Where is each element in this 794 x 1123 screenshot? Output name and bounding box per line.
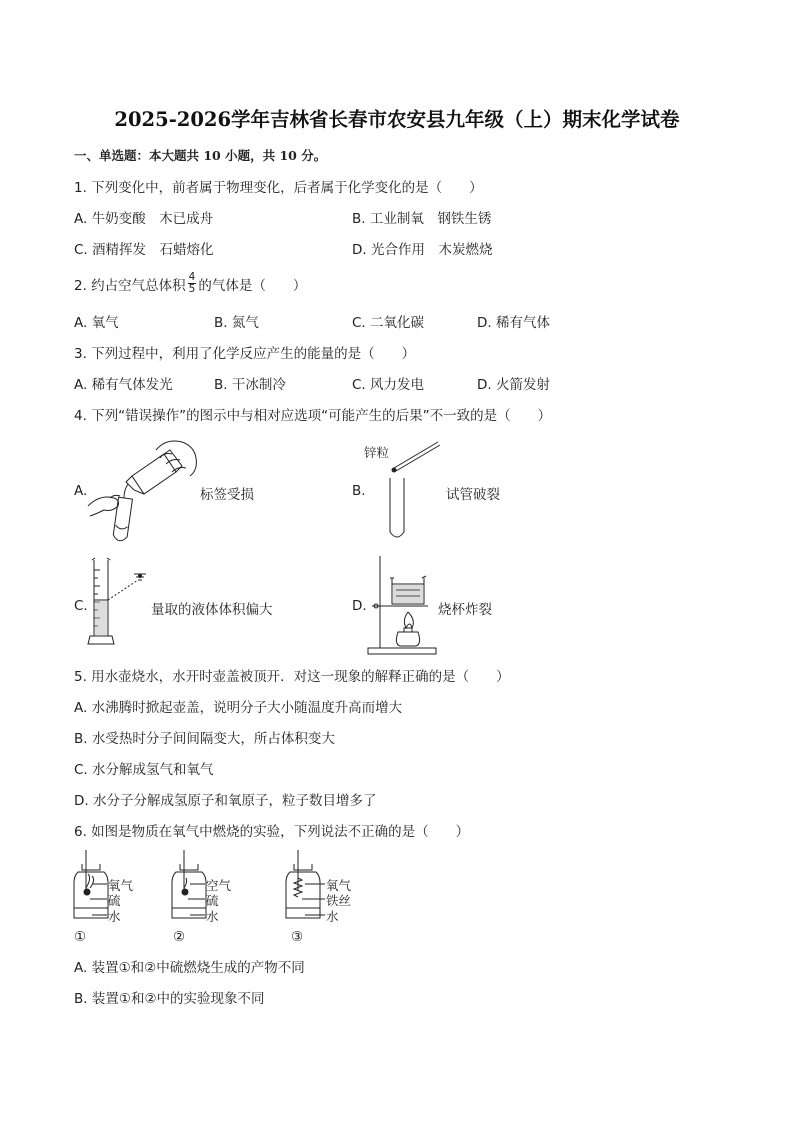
question-3-option-a[interactable]: A. 稀有气体发光 xyxy=(74,377,173,393)
apparatus-2-number: ② xyxy=(173,929,186,945)
question-3-stem: 3. 下列过程中，利用了化学反应产生的能量的是（ ） xyxy=(74,346,416,362)
question-5-option-c[interactable]: C. 水分解成氢气和氧气 xyxy=(74,762,214,778)
question-6-stem: 6. 如图是物质在氧气中燃烧的实验，下列说法不正确的是（ ） xyxy=(74,824,470,840)
question-4-option-d-text: 烧杯炸裂 xyxy=(438,602,492,618)
apparatus-3-label-iron-wire: 铁丝 xyxy=(326,893,352,908)
question-2-option-a[interactable]: A. 氧气 xyxy=(74,315,119,331)
question-4-option-a-letter[interactable]: A. xyxy=(74,483,88,499)
section-heading: 一、单选题：本大题共 10 小题，共 10 分。 xyxy=(74,148,327,163)
question-1-option-b[interactable]: B. 工业制氧 钢铁生锈 xyxy=(352,211,492,227)
question-4-option-c-text: 量取的液体体积偏大 xyxy=(151,602,273,618)
question-4-option-d-letter[interactable]: D. xyxy=(352,598,367,614)
question-2-stem-start: 2. 约占空气总体积 xyxy=(74,277,186,294)
question-1-option-a[interactable]: A. 牛奶变酸 木已成舟 xyxy=(74,211,214,227)
question-1-option-d[interactable]: D. 光合作用 木炭燃烧 xyxy=(352,242,493,258)
apparatus-2-label-air: 空气 xyxy=(206,878,232,893)
apparatus-1-label-sulfur: 硫 xyxy=(108,893,121,908)
question-2-option-d[interactable]: D. 稀有气体 xyxy=(477,315,550,331)
question-2-option-c[interactable]: C. 二氧化碳 xyxy=(352,315,425,331)
apparatus-2-label-water: 水 xyxy=(206,909,219,924)
question-4-option-b-text: 试管破裂 xyxy=(446,487,500,503)
apparatus-2-label-sulfur: 硫 xyxy=(206,893,219,908)
apparatus-3-label-water: 水 xyxy=(326,909,339,924)
question-6-option-b[interactable]: B. 装置①和②中的实验现象不同 xyxy=(74,991,265,1007)
question-6-option-a[interactable]: A. 装置①和②中硫燃烧生成的产物不同 xyxy=(74,960,305,976)
question-5-option-a[interactable]: A. 水沸腾时掀起壶盖，说明分子大小随温度升高而增大 xyxy=(74,700,403,716)
question-4-stem: 4. 下列“错误操作”的图示中与相对应选项“可能产生的后果”不一致的是（ ） xyxy=(74,408,552,424)
fraction-numerator: 4 xyxy=(188,271,196,283)
question-4-option-c-letter[interactable]: C. xyxy=(74,598,88,614)
apparatus-1-number: ① xyxy=(74,929,87,945)
question-5-stem: 5. 用水壶烧水，水开时壶盖被顶开．对这一现象的解释正确的是（ ） xyxy=(74,669,510,685)
question-1-stem: 1. 下列变化中，前者属于物理变化，后者属于化学变化的是（ ） xyxy=(74,180,483,196)
apparatus-1-label-water: 水 xyxy=(108,909,121,924)
fraction-denominator: 5 xyxy=(188,283,196,295)
question-3-option-c[interactable]: C. 风力发电 xyxy=(352,377,425,393)
question-5-option-d[interactable]: D. 水分子分解成氢原子和氧原子，粒子数目增多了 xyxy=(74,793,377,809)
apparatus-3-label-oxygen: 氧气 xyxy=(326,878,352,893)
apparatus-1-label-oxygen: 氧气 xyxy=(108,878,134,893)
question-5-option-b[interactable]: B. 水受热时分子间间隔变大，所占体积变大 xyxy=(74,731,335,747)
question-2-stem-end: 的气体是（ ） xyxy=(198,277,307,294)
question-3-option-b[interactable]: B. 干冰制冷 xyxy=(214,377,286,393)
question-1-option-c[interactable]: C. 酒精挥发 石蜡熔化 xyxy=(74,242,214,258)
apparatus-3-number: ③ xyxy=(291,929,304,945)
question-4-option-a-text: 标签受损 xyxy=(200,487,254,503)
page-title: 2025-2026学年吉林省长春市农安县九年级（上）期末化学试卷 xyxy=(114,108,680,131)
question-3-option-d[interactable]: D. 火箭发射 xyxy=(477,377,550,393)
zinc-granule-label: 锌粒 xyxy=(364,445,390,460)
question-4-option-b-letter[interactable]: B. xyxy=(352,483,366,499)
question-2-option-b[interactable]: B. 氮气 xyxy=(214,315,259,331)
